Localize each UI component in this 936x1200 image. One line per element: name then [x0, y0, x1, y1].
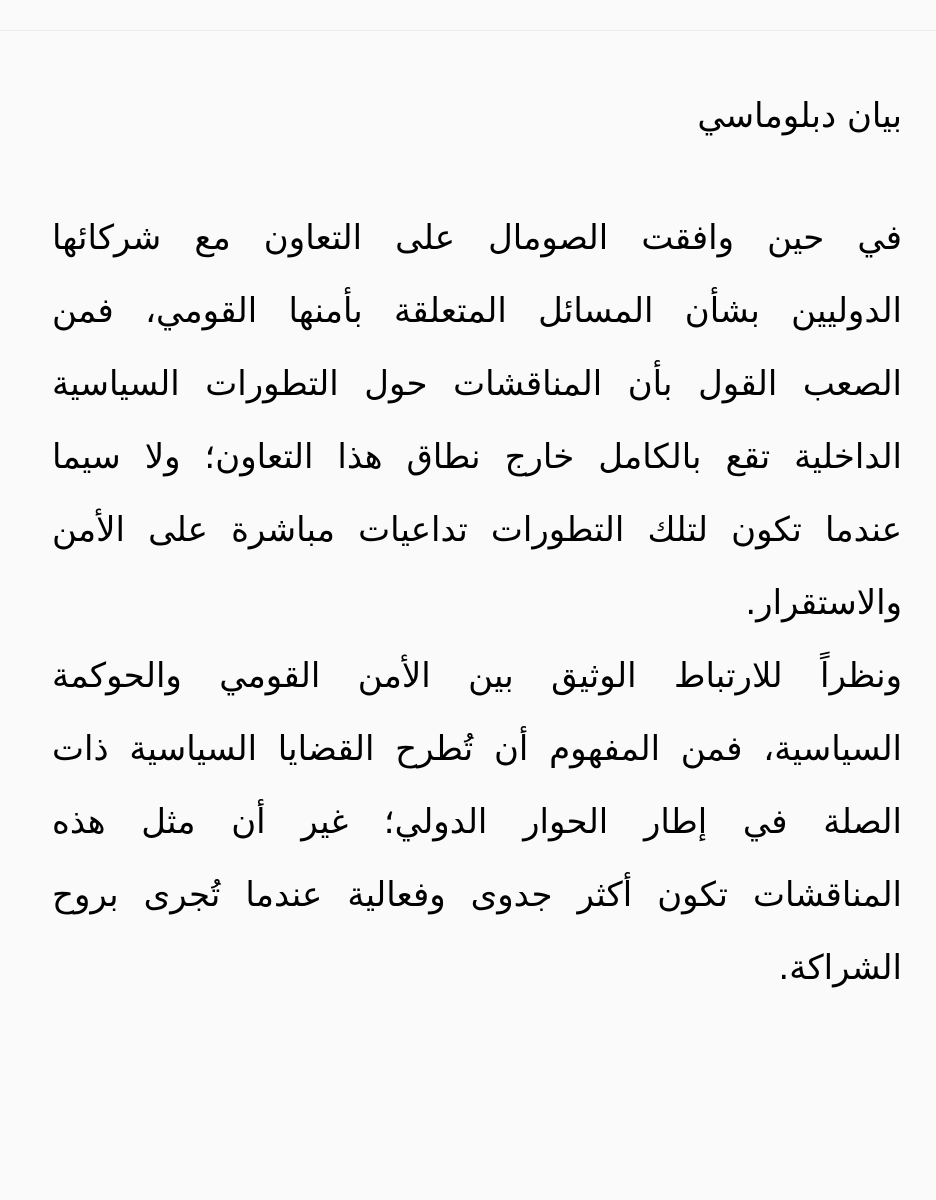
document-title: بيان دبلوماسي: [697, 96, 902, 136]
paragraph-1-line-5: عندما تكون لتلك التطورات تداعيات مباشرة على الأمن: [52, 510, 902, 550]
paragraph-1: [52, 202, 902, 640]
paragraph-1-line-1: في حين وافقت الصومال على التعاون مع شركائها: [52, 218, 902, 258]
paragraph-1-line-2: الدوليين بشأن المسائل المتعلقة بأمنها القومي، فمن: [52, 291, 902, 331]
paragraph-2-line-3: الصلة في إطار الحوار الدولي؛ غير أن مثل هذه: [52, 802, 902, 842]
paragraph-2-line-4: المناقشات تكون أكثر جدوى وفعالية عندما تُجرى بروح: [52, 875, 902, 915]
paragraph-2-line-5: الشراكة.: [778, 948, 902, 988]
paragraph-2-line-1: ونظراً للارتباط الوثيق بين الأمن القومي والحوكمة: [52, 656, 902, 696]
top-divider: [0, 30, 936, 31]
document-body: [52, 92, 902, 1005]
paragraph-1-line-3: الصعب القول بأن المناقشات حول التطورات السياسية: [52, 364, 902, 404]
paragraph-2-line-2: السياسية، فمن المفهوم أن تُطرح القضايا السياسية ذات: [52, 729, 902, 769]
paragraph-1-line-6: والاستقرار.: [745, 583, 902, 623]
paragraph-1-line-4: الداخلية تقع بالكامل خارج نطاق هذا التعاون؛ ولا سيما: [52, 437, 902, 477]
paragraph-2: [52, 640, 902, 1005]
